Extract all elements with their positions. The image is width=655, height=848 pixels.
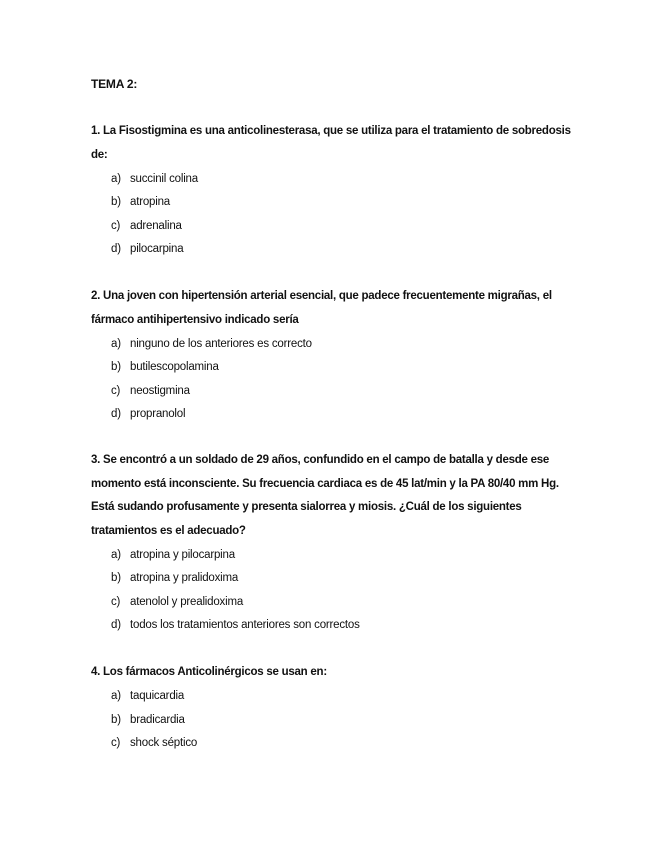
- option-d: d) todos los tratamientos anteriores son correctos: [111, 619, 360, 632]
- option-d: d) pilocarpina: [111, 243, 184, 256]
- question-4: [91, 661, 581, 755]
- option-c: c) neostigmina: [111, 384, 190, 397]
- option-a: a) taquicardia: [111, 690, 185, 703]
- option-c: c) adrenalina: [111, 219, 182, 232]
- question-text: 3. Se encontró a un soldado de 29 años, confundido en el campo de batalla y desde ese momento está inconsciente. Su frecuencia cardiaca es de 45 lat/min y la PA 80/40 mm Hg. Está sudando profusamente y presenta sialorrea y miosis. ¿Cuál de los siguientes tratamientos es el adecuado?: [91, 454, 559, 537]
- question-text: 4. Los fármacos Anticolinérgicos se usan en:: [91, 666, 327, 678]
- option-b: b) bradicardia: [111, 713, 185, 726]
- option-b: b) atropina: [111, 196, 170, 209]
- option-c: c) atenolol y prealidoxima: [111, 595, 244, 608]
- question-text: 1. La Fisostigmina es una anticolinesterasa, que se utiliza para el tratamiento de sobredosis de:: [91, 125, 571, 161]
- question-3: [91, 449, 581, 637]
- option-b: b) atropina y pralidoxima: [111, 572, 239, 585]
- option-d: d) propranolol: [111, 408, 186, 421]
- question-1: [91, 120, 581, 261]
- option-b: b) butilescopolamina: [111, 361, 219, 374]
- question-2: [91, 285, 581, 426]
- option-a: a) ninguno de los anteriores es correcto: [111, 337, 312, 350]
- option-a: a) atropina y pilocarpina: [111, 548, 235, 561]
- option-c: c) shock séptico: [111, 737, 198, 750]
- question-text: 2. Una joven con hipertensión arterial esencial, que padece frecuentemente migrañas, el fármaco antihipertensivo indicado sería: [91, 290, 552, 326]
- page-title: TEMA 2:: [91, 77, 138, 91]
- option-a: a) succinil colina: [111, 172, 198, 185]
